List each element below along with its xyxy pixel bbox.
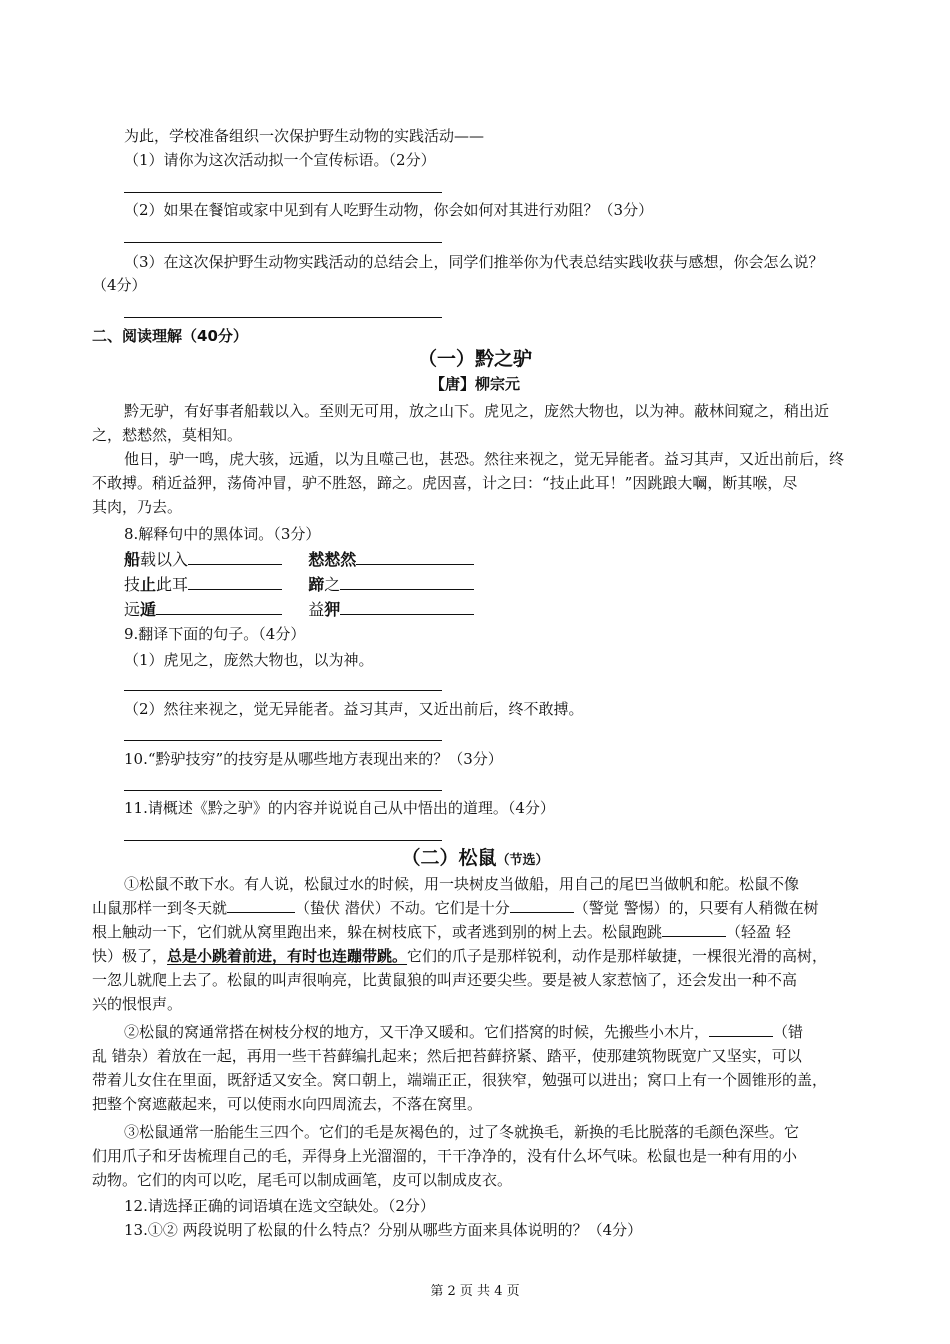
answer-line-q3[interactable]	[124, 317, 442, 318]
page-footer: 第 2 页 共 4 页	[430, 1284, 520, 1299]
word-item: 益狎	[308, 600, 341, 619]
question-3-points: （4分）	[92, 276, 147, 294]
question-11: 11.请概述《黔之驴》的内容并说说自己从中悟出的道理。（4分）	[124, 799, 555, 817]
word-row-2	[124, 573, 474, 596]
fill-blank-3[interactable]	[662, 922, 726, 937]
word-item: 技止此耳	[124, 575, 189, 594]
word-blank[interactable]	[188, 548, 282, 565]
reading-2-p2-d: 把整个窝遮蔽起来，可以使雨水向四周流去，不落在窝里。	[92, 1095, 483, 1113]
reading-2-p3-b: 们用爪子和牙齿梳理自己的毛，弄得身上光溜溜的，干干净净的，没有什么坏气味。松鼠也是一种有用的小	[92, 1147, 798, 1165]
word-row-1	[124, 548, 474, 571]
reading-2-p2-b: 乱 错杂）着放在一起，再用一些干苔藓编扎起来；然后把苔藓挤紧、踏平，使那建筑物既宽广又坚实，可以	[92, 1047, 802, 1065]
reading-2-p2-c: 带着儿女住在里面，既舒适又安全。窝口朝上，端端正正，很狭窄，勉强可以进出；窝口上有一个圆锥形的盖，	[92, 1071, 828, 1089]
question-9-1: （1）虎见之，庞然大物也，以为神。	[124, 651, 374, 669]
word-item: 蹄之	[308, 575, 341, 594]
intro-line: 为此，学校准备组织一次保护野生动物的实践活动——	[124, 127, 485, 145]
word-row-3	[124, 598, 474, 621]
question-8: 8.解释句中的黑体词。（3分）	[124, 525, 321, 543]
word-blank[interactable]	[340, 573, 474, 590]
question-2: （2）如果在餐馆或家中见到有人吃野生动物，你会如何对其进行劝阻？（3分）	[124, 201, 654, 219]
reading-1-title: （一）黔之驴	[417, 348, 532, 370]
reading-1-para-2b: 不敢搏。稍近益狎，荡倚冲冒，驴不胜怒，蹄之。虎因喜，计之曰：“技止此耳！”因跳踉大㘎，断其喉，尽	[92, 474, 798, 492]
question-9-2: （2）然往来视之，觉无异能者。益习其声，又近出前后，终不敢搏。	[124, 700, 584, 718]
reading-1-para-2c: 其肉，乃去。	[92, 498, 183, 516]
question-3: （3）在这次保护野生动物实践活动的总结会上，同学们推举你为代表总结实践收获与感想，你会怎么说？	[124, 253, 824, 271]
underlined-sentence: 总是小跳着前进，有时也连蹦带跳。	[167, 947, 408, 965]
answer-line-q9-1[interactable]	[124, 690, 442, 691]
reading-2-p3-a: ③松鼠通常一胎能生三四个。它们的毛是灰褐色的，过了冬就换毛，新换的毛比脱落的毛颜色深些。它	[124, 1123, 800, 1141]
word-blank[interactable]	[340, 598, 474, 615]
answer-line-q9-2[interactable]	[124, 740, 442, 741]
word-blank[interactable]	[188, 573, 282, 590]
reading-2-p1-a: ①松鼠不敢下水。有人说，松鼠过水的时候，用一块树皮当做船，用自己的尾巴当做帆和舵。松鼠不像	[124, 875, 800, 893]
reading-1-para-2a: 他日，驴一鸣，虎大骇，远遁，以为且噬己也，甚恐。然往来视之，觉无异能者。益习其声，又近出前后，终	[124, 450, 845, 468]
reading-2-p3-c: 动物。它们的肉可以吃，尾毛可以制成画笔，皮可以制成皮衣。	[92, 1171, 513, 1189]
reading-1-para-1b: 之，慭慭然，莫相知。	[92, 426, 243, 444]
reading-2-p1-b: 山鼠那样一到冬天就 （蛰伏 潜伏）不动。它们是十分 （警觉 警惕）的，只要有人稍微在树	[92, 899, 819, 917]
fill-blank-1[interactable]	[227, 898, 295, 913]
question-13: 13.①② 两段说明了松鼠的什么特点？分别从哪些方面来具体说明的？（4分）	[124, 1221, 643, 1239]
reading-2-title-note: （节选）	[496, 853, 549, 868]
question-9: 9.翻译下面的句子。（4分）	[124, 625, 306, 643]
reading-2-p1-e: 一忽儿就爬上去了。松鼠的叫声很响亮，比黄鼠狼的叫声还要尖些。要是被人家惹恼了，还会发出一种不高	[92, 971, 798, 989]
reading-2-p2-a: ②松鼠的窝通常搭在树枝分杈的地方，又干净又暖和。它们搭窝的时候，先搬些小木片， （错	[124, 1023, 804, 1041]
section-heading: 二、阅读理解（40分）	[92, 327, 248, 345]
answer-line-q11[interactable]	[124, 840, 442, 841]
reading-2-p1-c: 根上触动一下，它们就从窝里跑出来，躲在树枝底下，或者逃到别的树上去。松鼠跑跳 （轻盈 轻	[92, 923, 791, 941]
reading-2-p1-d: 快）极了，总是小跳着前进，有时也连蹦带跳。它们的爪子是那样锐利，动作是那样敏捷，一棵很光滑的高树，	[92, 947, 828, 965]
word-item: 远遁	[124, 600, 157, 619]
reading-1-author: 【唐】柳宗元	[429, 375, 520, 393]
word-item: 船载以入	[124, 550, 189, 569]
question-10: 10.“黔驴技穷”的技穷是从哪些地方表现出来的？（3分）	[124, 750, 503, 768]
reading-1-para-1a: 黔无驴，有好事者船载以入。至则无可用，放之山下。虎见之，庞然大物也，以为神。蔽林间窥之，稍出近	[124, 402, 830, 420]
fill-blank-2[interactable]	[510, 898, 574, 913]
word-blank[interactable]	[356, 548, 474, 565]
question-1: （1）请你为这次活动拟一个宣传标语。（2分）	[124, 151, 436, 169]
answer-line-q10[interactable]	[124, 790, 442, 791]
question-12: 12.请选择正确的词语填在选文空缺处。（2分）	[124, 1197, 435, 1215]
answer-line-q2[interactable]	[124, 242, 442, 243]
reading-2-title: （二）松鼠	[401, 847, 497, 869]
reading-2-p1-f: 兴的恨恨声。	[92, 995, 183, 1013]
word-item: 慭慭然	[308, 550, 357, 569]
answer-line-q1[interactable]	[124, 192, 442, 193]
word-blank[interactable]	[156, 598, 282, 615]
reading-2-title-row	[0, 845, 950, 874]
fill-blank-4[interactable]	[709, 1022, 773, 1037]
